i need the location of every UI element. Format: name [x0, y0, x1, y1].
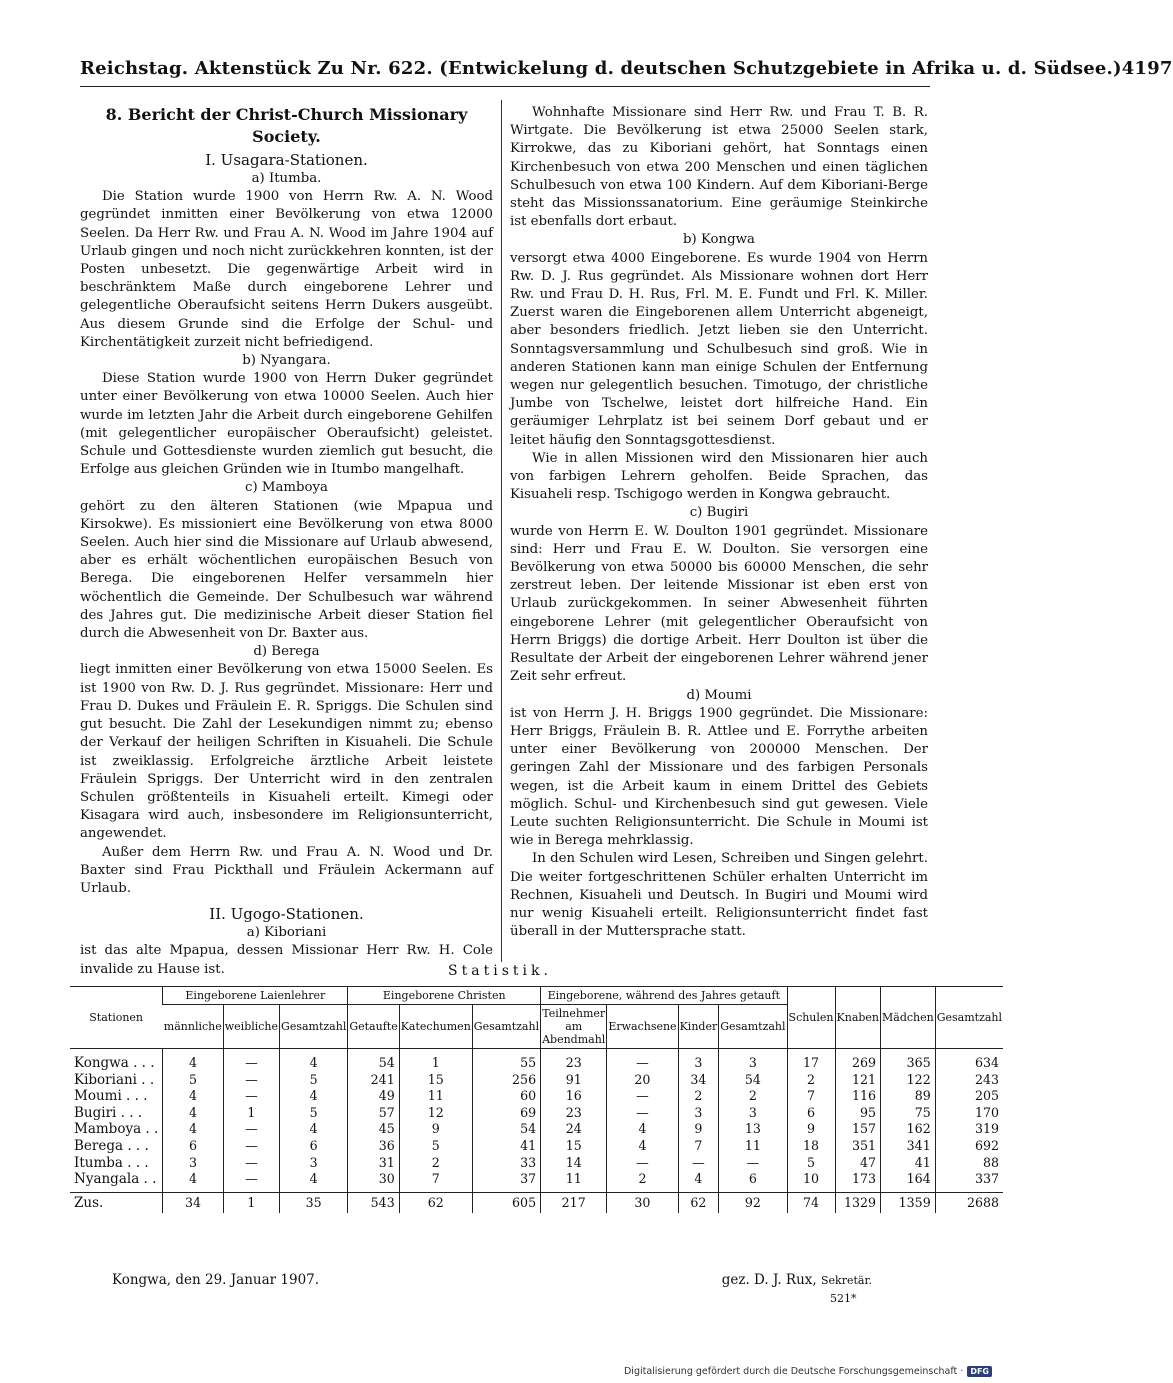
cell: — — [607, 1088, 678, 1105]
cell: 6 — [280, 1138, 348, 1155]
paragraph-kiboriani: ist das alte Mpapua, dessen Missionar Herr Rw. H. Cole invalide zu Hause ist. — [80, 943, 493, 977]
table-row — [70, 1072, 1003, 1089]
cell: — — [719, 1155, 787, 1172]
col-schulen: Schulen — [787, 987, 835, 1049]
station-name: Moumi . . . — [74, 1088, 148, 1105]
col-getaufte: Getaufte — [348, 1005, 399, 1049]
col-maedchen: Mädchen — [881, 987, 936, 1049]
cell: — — [223, 1121, 279, 1138]
cell: 3 — [163, 1155, 223, 1172]
col-getauft: Eingeborene, während des Jahres getauft — [541, 987, 787, 1005]
cell: 7 — [678, 1138, 719, 1155]
cell: 95 — [835, 1105, 881, 1122]
cell: 1329 — [835, 1192, 881, 1213]
cell: 162 — [881, 1121, 936, 1138]
paragraph-mamboya: gehört zu den älteren Stationen (wie Mpapua und Kirsokwe). Es missioniert eine Bevölkerung von etwa 8000 Seelen. Auch hier sind die Missionare auf Urlaub abwesend, aber es erhält wöchentlichen europäischen Besuch von Berega. Die eingeborenen Helfer versammeln hier wöchentlich die Gemeinde. Der Schulbesuch war während des Jahres gut. Die medizinische Arbeit dieser Station fiel durch die Abwesenheit von Dr. Baxter aus. — [80, 498, 493, 642]
cell: 11 — [399, 1088, 472, 1105]
paragraph-moumi: ist von Herrn J. H. Briggs 1900 gegründet. Die Missionare: Herr Briggs, Fräulein B. R. Attlee und E. Forrythe arbeiten unter einer Bevölkerung von 200000 Menschen. Der geringen Zahl der Missionare und des farbigen Personals wegen, ist die Arbeit kaum in einem Drittel des Gebiets möglich. Schul- und Kirchenbesuch sind gut gewesen. Viele Leute suchten Religionsunterricht. Die Schule in Moumi ist wie in Berega mehrklassig. — [510, 705, 928, 849]
right-column — [510, 104, 928, 941]
left-column — [80, 104, 493, 979]
cell: 5 — [280, 1072, 348, 1089]
paragraph-kiboriani-cont: Wohnhafte Missionare sind Herr Rw. und Frau T. B. R. Wirtgate. Die Bevölkerung ist etwa 25000 Seelen stark, Kirrokwe, das zu Kiboriani gehört, hat Sonntags einen Kirchenbesuch von etwa 200 Menschen und einen täglichen Schulbesuch von etwa 100 Kindern. Auf dem Kiboriani-Berge steht das Missionssanatorium. Eine geräumige Steinkirche ist ebenfalls dort erbaut. — [510, 105, 928, 230]
cell: 7 — [787, 1088, 835, 1105]
cell: 634 — [935, 1049, 1003, 1072]
station-name: Nyangala . . — [74, 1171, 157, 1188]
footer — [624, 1366, 992, 1377]
running-header — [80, 58, 1173, 79]
cell: 47 — [835, 1155, 881, 1172]
dfg-logo: DFG — [967, 1366, 992, 1377]
signature-role: Sekretär. — [820, 1274, 872, 1287]
cell: 14 — [541, 1155, 607, 1172]
cell: 365 — [881, 1049, 936, 1072]
cell: 4 — [280, 1121, 348, 1138]
cell: 5 — [280, 1105, 348, 1122]
place-date: Kongwa, den 29. Januar 1907. — [112, 1272, 320, 1288]
cell: — — [223, 1088, 279, 1105]
cell: 4 — [163, 1105, 223, 1122]
table-row — [70, 1049, 1003, 1072]
cell: — — [223, 1171, 279, 1192]
total-label: Zus. — [70, 1192, 163, 1213]
statistics-table — [70, 986, 1003, 1213]
cell: 2 — [719, 1088, 787, 1105]
table-row — [70, 1105, 1003, 1122]
cell: — — [678, 1155, 719, 1172]
cell: 116 — [835, 1088, 881, 1105]
cell: 49 — [348, 1088, 399, 1105]
col-teilnehmer: Teilnehmer am Abendmahl — [541, 1005, 607, 1049]
cell: 5 — [163, 1072, 223, 1089]
cell: 341 — [881, 1138, 936, 1155]
paragraph-nyangara: Diese Station wurde 1900 von Herrn Duker gegründet unter einer Bevölkerung von etwa 10000 Seelen. Auch hier wurde im letzten Jahr die Arbeit durch eingeborene Gehilfen (mit gelegentlicher europäischer Oberaufsicht) geleistet. Schule und Gottesdienste wurden ziemlich gut besucht, die Erfolge aus gleichen Gründen wie in Itumbo mangelhaft. — [80, 371, 493, 478]
paragraph-itumba: Die Station wurde 1900 von Herrn Rw. A. N. Wood gegründet inmitten einer Bevölkerung von etwa 12000 Seelen. Da Herr Rw. und Frau A. N. Wood im Jahre 1904 auf Urlaub gingen und noch nicht zurückkehren konnten, ist der Posten unbesetzt. Die gegenwärtige Arbeit wird in beschränktem Maße durch eingeborene Lehrer und gelegentliche Oberaufsicht seitens Herrn Dukers ausgeübt. Aus diesem Grunde sind die Erfolge der Schul- und Kirchentätigkeit zurzeit nicht befriedigend. — [80, 189, 493, 350]
cell: 24 — [541, 1121, 607, 1138]
cell: 3 — [678, 1049, 719, 1072]
paragraph-berega: liegt inmitten einer Bevölkerung von etwa 15000 Seelen. Es ist 1900 von Rw. D. J. Rus gegründet. Missionare: Herr und Frau D. Dukes und Fräulein E. R. Spriggs. Die Schulen sind gut besucht. Die Zahl der Lesekundigen nimmt zu; ebenso der Verkauf der heiligen Schriften in Kisuaheli. Die Schule ist zweiklassig. Erfolgreiche ärztliche Arbeit leistete Fräulein Spriggs. Der Unterricht wird in den zentralen Schulen größtenteils in Kisuaheli erteilt. Kimegi oder Kisagara wird auch, insbesondere im Religionsunterricht, angewendet. — [80, 662, 493, 842]
cell: 6 — [163, 1138, 223, 1155]
cell: 3 — [719, 1105, 787, 1122]
cell: 12 — [399, 1105, 472, 1122]
cell: 4 — [163, 1088, 223, 1105]
cell: 9 — [399, 1121, 472, 1138]
col-christen: Eingeborene Christen — [348, 987, 541, 1005]
cell: 5 — [399, 1138, 472, 1155]
station-heading-kongwa: b) Kongwa — [683, 232, 755, 248]
cell: 1 — [223, 1192, 279, 1213]
paragraph-urlaub: Außer dem Herrn Rw. und Frau A. N. Wood und Dr. Baxter sind Frau Pickthall und Fräulein Ackermann auf Urlaub. — [80, 844, 493, 896]
cell: 54 — [472, 1121, 540, 1138]
cell: 11 — [719, 1138, 787, 1155]
cell: 62 — [399, 1192, 472, 1213]
cell: 15 — [399, 1072, 472, 1089]
table-row — [70, 1121, 1003, 1138]
cell: 4 — [678, 1171, 719, 1192]
page-number: 4197 — [1121, 58, 1173, 79]
cell: 36 — [348, 1138, 399, 1155]
cell: 17 — [787, 1049, 835, 1072]
cell: 269 — [835, 1049, 881, 1072]
cell: 15 — [541, 1138, 607, 1155]
cell: 1359 — [881, 1192, 936, 1213]
cell: 41 — [472, 1138, 540, 1155]
paragraph-kongwa-2: Wie in allen Missionen wird den Missionaren hier auch von farbigen Lehrern geholfen. Beide Sprachen, das Kisuaheli resp. Tschigogo werden in Kongwa gebraucht. — [510, 450, 928, 503]
cell: 35 — [280, 1192, 348, 1213]
cell: 2 — [607, 1171, 678, 1192]
cell: 4 — [163, 1171, 223, 1192]
statistics-title: Statistik. — [448, 963, 552, 979]
cell: — — [607, 1105, 678, 1122]
cell: 6 — [719, 1171, 787, 1192]
col-erwachsene: Erwachsene — [607, 1005, 678, 1049]
cell: 23 — [541, 1049, 607, 1072]
cell: 23 — [541, 1105, 607, 1122]
station-heading-itumba: a) Itumba. — [251, 171, 322, 186]
cell: 18 — [787, 1138, 835, 1155]
cell: 319 — [935, 1121, 1003, 1138]
cell: 37 — [472, 1171, 540, 1192]
cell: 543 — [348, 1192, 399, 1213]
cell: 2 — [787, 1072, 835, 1089]
signoff — [112, 1272, 872, 1288]
cell: 4 — [607, 1121, 678, 1138]
cell: 34 — [678, 1072, 719, 1089]
col-christen-gesamt: Gesamtzahl — [472, 1005, 540, 1049]
cell: 4 — [280, 1088, 348, 1105]
cell: 3 — [719, 1049, 787, 1072]
cell: 33 — [472, 1155, 540, 1172]
cell: 157 — [835, 1121, 881, 1138]
col-kinder: Kinder — [678, 1005, 719, 1049]
cell: 4 — [163, 1049, 223, 1072]
cell: — — [223, 1072, 279, 1089]
cell: 62 — [678, 1192, 719, 1213]
station-heading-nyangara: b) Nyangara. — [242, 353, 331, 369]
cell: — — [223, 1138, 279, 1155]
cell: 57 — [348, 1105, 399, 1122]
cell: — — [223, 1155, 279, 1172]
header-rule — [80, 86, 930, 87]
paragraph-bugiri: wurde von Herrn E. W. Doulton 1901 gegründet. Missionare sind: Herr und Frau E. W. Doulton. Sie versorgen eine Bevölkerung von etwa 50000 bis 60000 Menschen, die sehr zerstreut leben. Der leitende Missionar ist eben erst von Urlaub zurückgekommen. In seiner Abwesenheit führten eingeborene Lehrer (mit gelegentlicher Oberaufsicht von Herrn Briggs) die dortige Arbeit. Herr Doulton ist über die Resultate der Arbeit der eingeborenen Lehrer während jener Zeit sehr erfreut. — [510, 523, 928, 685]
cell: 7 — [399, 1171, 472, 1192]
cell: 9 — [678, 1121, 719, 1138]
station-heading-kiboriani: a) Kiboriani — [246, 925, 327, 941]
cell: 89 — [881, 1088, 936, 1105]
cell: 122 — [881, 1072, 936, 1089]
cell: 13 — [719, 1121, 787, 1138]
signature-name: gez. D. J. Rux, — [721, 1272, 817, 1288]
cell: 6 — [787, 1105, 835, 1122]
col-knaben: Knaben — [835, 987, 881, 1049]
station-heading-bugiri: c) Bugiri — [689, 505, 749, 521]
cell: 4 — [607, 1138, 678, 1155]
header-title: Reichstag. Aktenstück Zu Nr. 622. (Entwickelung d. deutschen Schutzgebiete in Afrika u. d. Südsee.) — [80, 58, 1122, 79]
cell: 2 — [678, 1088, 719, 1105]
table-row — [70, 1171, 1003, 1192]
paragraph-kongwa: versorgt etwa 4000 Eingeborene. Es wurde 1904 von Herrn Rw. D. J. Rus gegründet. Als Missionare wohnen dort Herr Rw. und Frau D. H. Rus, Frl. M. E. Fundt und Frl. K. Miller. Zuerst waren die Eingeborenen allem Unterricht abgeneigt, aber besonders friedlich. Jetzt lieben sie den Unterricht. Sonntagsversammlung und Schulbesuch sind groß. Wie in anderen Stationen kann man einige Schulen der Entfernung wegen nur gelegentlich besuchen. Timotugo, der christliche Jumbe von Tschelwe, leistet dort hilfreiche Hand. Ein geräumiger Lehrplatz ist bei seinem Dorf gebaut und er leitet häufig den Sonntagsgottesdienst. — [510, 250, 928, 448]
cell: 20 — [607, 1072, 678, 1089]
table-total-row — [70, 1192, 1003, 1213]
part-2-title: II. Ugogo-Stationen. — [209, 905, 364, 924]
footer-text: Digitalisierung gefördert durch die Deutsche Forschungsgemeinschaft · — [623, 1366, 964, 1377]
cell: 170 — [935, 1105, 1003, 1122]
station-name: Berega . . . — [74, 1137, 149, 1154]
station-heading-mamboya: c) Mamboya — [245, 480, 328, 496]
cell: 173 — [835, 1171, 881, 1192]
report-title: 8. Bericht der Christ-Church Missionary Society. — [105, 105, 468, 146]
cell: 121 — [835, 1072, 881, 1089]
cell: 60 — [472, 1088, 540, 1105]
station-heading-berega: d) Berega — [253, 644, 320, 660]
cell: 31 — [348, 1155, 399, 1172]
table-row — [70, 1155, 1003, 1172]
cell: — — [607, 1155, 678, 1172]
cell: 45 — [348, 1121, 399, 1138]
col-lehrer-gesamt: Gesamtzahl — [280, 1005, 348, 1049]
station-name: Kongwa . . . — [74, 1055, 155, 1071]
cell: 54 — [348, 1049, 399, 1072]
cell: 4 — [280, 1049, 348, 1072]
cell: 692 — [935, 1138, 1003, 1155]
paragraph-schulen: In den Schulen wird Lesen, Schreiben und Singen gelehrt. Die weiter fortgeschrittenen Schüler erhalten Unterricht im Rechnen, Kisuaheli und Deutsch. In Bugiri und Moumi wird nur wenig Kisuaheli erteilt. Religionsunterricht findet fast überall in der Muttersprache statt. — [510, 851, 928, 940]
cell: 41 — [881, 1155, 936, 1172]
cell: 243 — [935, 1072, 1003, 1089]
cell: 605 — [472, 1192, 540, 1213]
col-getauft-gesamt: Gesamtzahl — [719, 1005, 787, 1049]
page-mark: 521* — [830, 1292, 857, 1305]
cell: 241 — [348, 1072, 399, 1089]
cell: 351 — [835, 1138, 881, 1155]
cell: 30 — [607, 1192, 678, 1213]
cell: 34 — [163, 1192, 223, 1213]
cell: 3 — [678, 1105, 719, 1122]
cell: 75 — [881, 1105, 936, 1122]
cell: 217 — [541, 1192, 607, 1213]
cell: 55 — [472, 1049, 540, 1072]
cell: 69 — [472, 1105, 540, 1122]
station-name: Mamboya . . — [74, 1121, 159, 1138]
cell: 92 — [719, 1192, 787, 1213]
cell: 2 — [399, 1155, 472, 1172]
cell: 88 — [935, 1155, 1003, 1172]
cell: 3 — [280, 1155, 348, 1172]
cell: 10 — [787, 1171, 835, 1192]
station-name: Kiboriani . . — [74, 1071, 155, 1088]
cell: 54 — [719, 1072, 787, 1089]
cell: 5 — [787, 1155, 835, 1172]
cell: 9 — [787, 1121, 835, 1138]
cell: 2688 — [935, 1192, 1003, 1213]
cell: 337 — [935, 1171, 1003, 1192]
col-laienlehrer: Eingeborene Laienlehrer — [163, 987, 348, 1005]
cell: — — [223, 1049, 279, 1072]
cell: 91 — [541, 1072, 607, 1089]
cell: 4 — [163, 1121, 223, 1138]
cell: 205 — [935, 1088, 1003, 1105]
cell: 16 — [541, 1088, 607, 1105]
part-1-title: I. Usagara-Stationen. — [205, 151, 368, 169]
cell: 74 — [787, 1192, 835, 1213]
col-maennliche: männliche — [163, 1005, 223, 1049]
signature — [722, 1272, 872, 1288]
col-stationen: Stationen — [70, 987, 163, 1049]
cell: 1 — [399, 1049, 472, 1072]
station-heading-moumi: d) Moumi — [686, 687, 752, 703]
col-katechumen: Katechumen — [399, 1005, 472, 1049]
cell: 4 — [280, 1171, 348, 1192]
column-divider — [501, 100, 502, 962]
cell: — — [607, 1049, 678, 1072]
station-name: Bugiri . . . — [74, 1104, 143, 1121]
statistics-body — [70, 1049, 1003, 1193]
station-name: Itumba . . . — [74, 1154, 149, 1171]
cell: 256 — [472, 1072, 540, 1089]
cell: 11 — [541, 1171, 607, 1192]
table-row — [70, 1138, 1003, 1155]
cell: 30 — [348, 1171, 399, 1192]
table-row — [70, 1088, 1003, 1105]
col-weibliche: weibliche — [223, 1005, 279, 1049]
cell: 164 — [881, 1171, 936, 1192]
cell: 1 — [223, 1105, 279, 1122]
col-gesamtzahl: Gesamtzahl — [935, 987, 1003, 1049]
